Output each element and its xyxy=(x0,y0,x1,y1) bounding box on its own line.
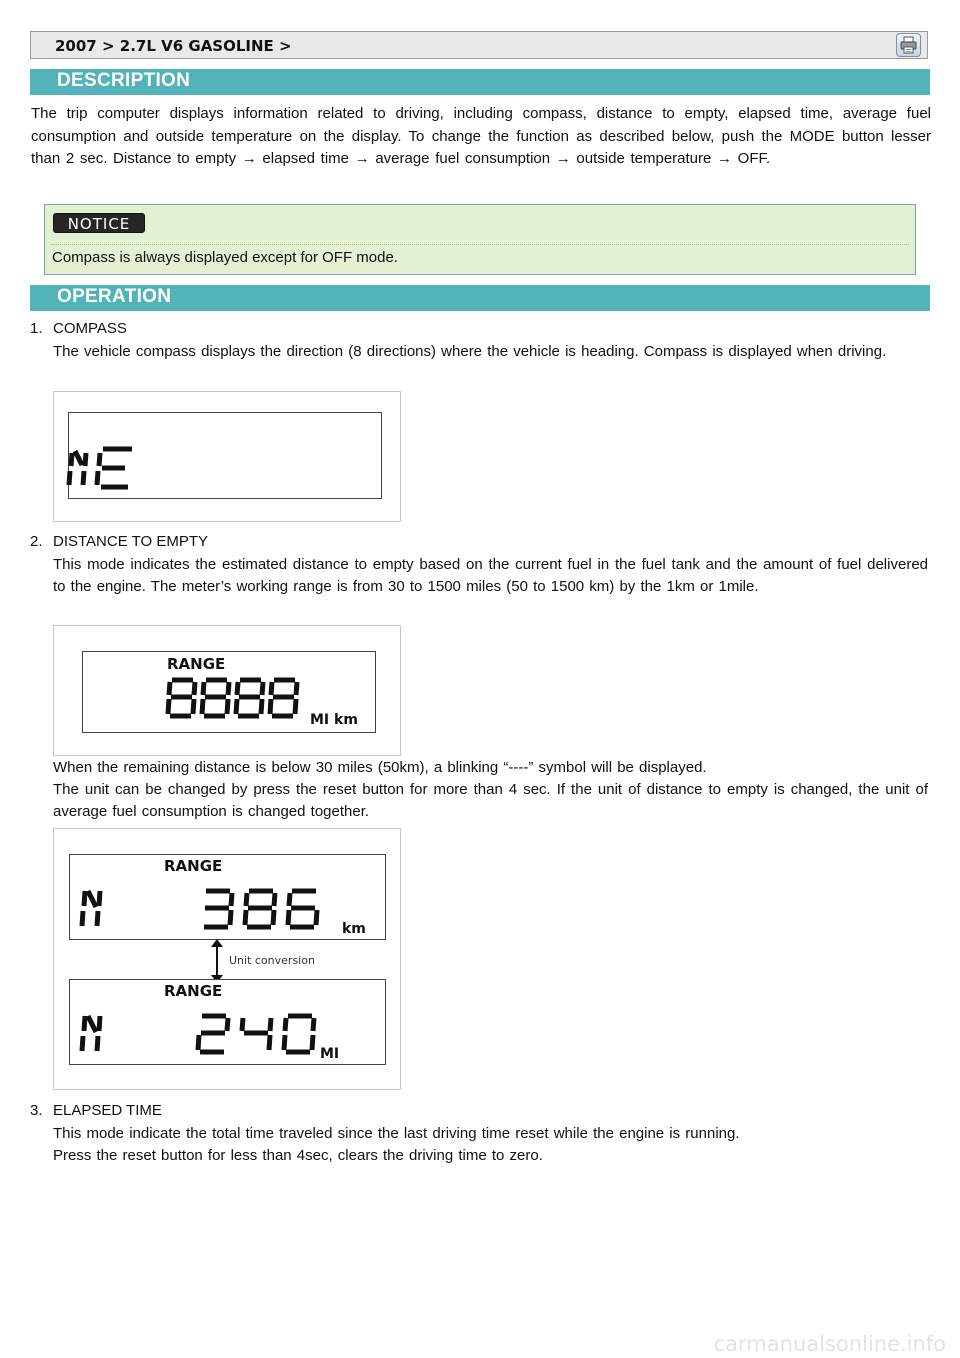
item-number: 2. xyxy=(30,533,43,550)
notice-text: Compass is always displayed except for OFF mode. xyxy=(52,249,398,266)
digit-segment xyxy=(194,682,195,695)
operation-header xyxy=(30,285,930,311)
description-header xyxy=(30,69,930,95)
notice-badge xyxy=(53,213,145,233)
digit-segment xyxy=(285,1018,286,1031)
breadcrumb xyxy=(30,31,928,59)
unit-conversion-caption: Unit conversion xyxy=(229,954,315,967)
item-heading: ELAPSED TIME xyxy=(53,1102,162,1119)
digit-segment xyxy=(203,682,204,695)
digit-segment xyxy=(168,699,169,714)
item-text: The vehicle compass displays the direction (8 directions) where the vehicle is heading. Compass is displayed when driving. xyxy=(53,343,887,360)
digit-segment xyxy=(312,1035,313,1050)
operation-title: OPERATION xyxy=(57,286,172,307)
digit-segment xyxy=(242,1018,243,1031)
digit-segment xyxy=(227,1018,228,1031)
print-button[interactable] xyxy=(896,33,921,57)
digit-segment xyxy=(262,682,263,695)
digit-segment xyxy=(288,910,289,925)
conversion-bottom-lcd xyxy=(69,979,386,1065)
description-title: DESCRIPTION xyxy=(57,70,191,91)
item-heading: COMPASS xyxy=(53,320,127,337)
digit-segment xyxy=(274,893,275,906)
digit-segment xyxy=(273,910,274,925)
unit-conversion-figure xyxy=(53,828,401,1090)
double-arrow-icon xyxy=(209,939,225,983)
conversion-bottom-unit: MI xyxy=(320,1046,340,1062)
digit-segment xyxy=(284,1035,285,1050)
digit-segment xyxy=(245,910,246,925)
range-label: RANGE xyxy=(167,655,226,673)
item-text: This mode indicate the total time traveled since the last driving time reset while the engine is running. xyxy=(53,1125,740,1142)
item-text: Press the reset button for less than 4sec, clears the driving time to zero. xyxy=(53,1147,543,1164)
digit-segment xyxy=(316,910,317,925)
conversion-top-dir xyxy=(82,889,112,933)
digit-segment xyxy=(193,699,194,714)
conversion-top-value xyxy=(202,889,332,933)
digit-segment xyxy=(296,682,297,695)
notice-divider xyxy=(51,244,909,245)
digit-segment xyxy=(246,893,247,906)
breadcrumb-text: 2007 > 2.7L V6 GASOLINE > xyxy=(55,37,292,55)
item-heading: DISTANCE TO EMPTY xyxy=(53,533,209,550)
digit-segment xyxy=(269,1035,270,1050)
digit-segment xyxy=(271,682,272,695)
digit-segment xyxy=(169,682,170,695)
digit-segment xyxy=(270,699,271,714)
item-number: 1. xyxy=(30,320,43,337)
notice-box xyxy=(44,204,916,275)
digit-segment xyxy=(261,699,262,714)
digit-segment xyxy=(202,699,203,714)
item-text: When the remaining distance is below 30 miles (50km), a blinking “----” symbol will be displayed. xyxy=(53,759,707,776)
range-figure xyxy=(53,625,401,756)
range-lcd xyxy=(82,651,376,733)
printer-icon xyxy=(897,34,920,56)
conversion-top-unit: km xyxy=(342,921,366,937)
digit-segment xyxy=(231,893,232,906)
digit-segment xyxy=(198,1035,199,1050)
digit-segment xyxy=(237,682,238,695)
digit-segment xyxy=(236,699,237,714)
digit-segment xyxy=(295,699,296,714)
item-text: The unit can be changed by press the reset button for more than 4 sec. If the unit of distance to empty is changed, the unit of average fuel consumption is changed together. xyxy=(53,781,928,820)
notice-badge-label: NOTICE xyxy=(67,215,131,233)
digit-segment xyxy=(230,910,231,925)
digit-segment xyxy=(289,893,290,906)
digit-segment xyxy=(270,1018,271,1031)
description-text: The trip computer displays information related to driving, including compass, distance to empty, elapsed time, average fuel consumption and outside temperature on the display. To change the function as described below, push the MODE button lesser than 2 sec. Distance to empty → elapsed time → average fuel consumption → outside temperature → OFF. xyxy=(31,105,931,167)
item-number: 3. xyxy=(30,1102,43,1119)
conversion-top-lcd xyxy=(69,854,386,940)
watermark: carmanualsonline.info xyxy=(713,1332,946,1356)
range-unit: MI km xyxy=(310,712,358,728)
conversion-bottom-label: RANGE xyxy=(164,982,223,1000)
compass-display xyxy=(70,445,170,495)
item-text: This mode indicates the estimated distance to empty based on the current fuel in the fuel tank and the amount of fuel delivered to the engine. The meter’s working range is from 30 to 1500 miles (50 to 1500 km) by the 1km or 1mile. xyxy=(53,556,928,595)
range-digits xyxy=(168,678,308,722)
compass-figure xyxy=(53,391,401,522)
digit-segment xyxy=(228,682,229,695)
conversion-bottom-value xyxy=(198,1014,328,1058)
conversion-top-label: RANGE xyxy=(164,857,223,875)
digit-segment xyxy=(227,699,228,714)
digit-segment xyxy=(313,1018,314,1031)
conversion-bottom-dir xyxy=(82,1014,112,1058)
